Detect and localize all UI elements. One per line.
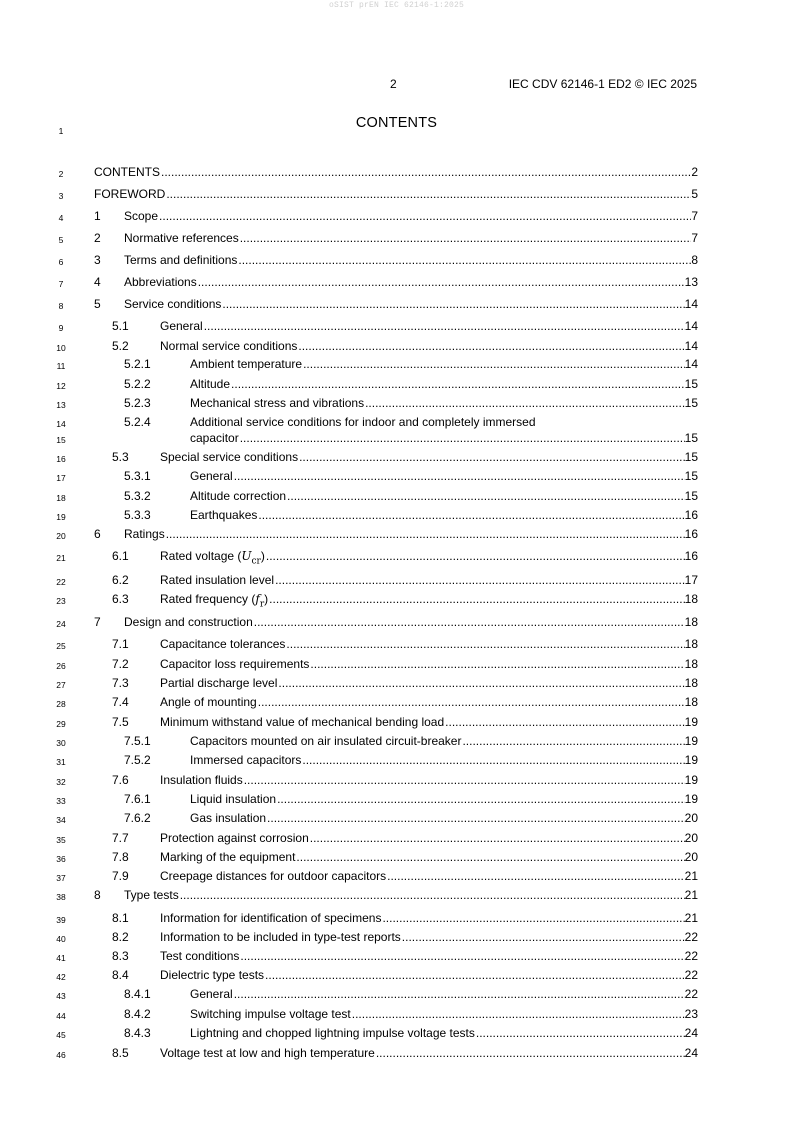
toc-number: 1 bbox=[94, 209, 101, 223]
toc-page-number: 18 bbox=[684, 615, 698, 629]
toc-page-number: 21 bbox=[684, 911, 698, 925]
toc-entry[interactable] bbox=[160, 450, 698, 464]
toc-title: Type tests bbox=[124, 888, 179, 902]
toc-page-number: 19 bbox=[684, 753, 698, 767]
toc-number: 7.4 bbox=[112, 695, 129, 709]
toc-title: Earthquakes bbox=[190, 508, 258, 522]
line-number: 15 bbox=[56, 435, 66, 445]
toc-title: Switching impulse voltage test bbox=[190, 1007, 351, 1021]
symbol: f bbox=[255, 592, 260, 606]
toc-number: 6 bbox=[94, 527, 101, 541]
toc-number: 7.6 bbox=[112, 773, 129, 787]
dot-leader bbox=[352, 1007, 685, 1021]
toc-page-number: 24 bbox=[684, 1026, 698, 1040]
toc-page-number: 19 bbox=[684, 734, 698, 748]
toc-title: Immersed capacitors bbox=[190, 753, 302, 767]
toc-page-number: 19 bbox=[684, 773, 698, 787]
toc-entry[interactable] bbox=[190, 753, 698, 767]
toc-number: 5.3.2 bbox=[124, 489, 151, 503]
line-number: 46 bbox=[56, 1050, 66, 1060]
toc-title: FOREWORD bbox=[94, 187, 166, 201]
dot-leader bbox=[402, 930, 685, 944]
dot-leader bbox=[275, 573, 685, 587]
contents-title: CONTENTS bbox=[355, 115, 438, 131]
toc-page-number: 18 bbox=[684, 657, 698, 671]
dot-leader bbox=[204, 319, 685, 333]
toc-page-number: 2 bbox=[691, 165, 698, 179]
toc-page-number: 15 bbox=[684, 431, 698, 445]
toc-title: Scope bbox=[124, 209, 159, 223]
toc-number: 7.2 bbox=[112, 657, 129, 671]
toc-title: Rated voltage $(U_{cr})$ bbox=[160, 549, 265, 567]
toc-entry[interactable] bbox=[160, 869, 698, 883]
dot-leader bbox=[387, 869, 685, 883]
toc-entry[interactable] bbox=[160, 549, 698, 566]
toc-number: 3 bbox=[94, 253, 101, 267]
toc-entry[interactable] bbox=[160, 773, 698, 787]
toc-number: 5.1 bbox=[112, 319, 129, 333]
line-number: 39 bbox=[56, 915, 66, 925]
toc-page-number: 17 bbox=[684, 573, 698, 587]
toc-number: 5.2 bbox=[112, 339, 129, 353]
toc-title: Minimum withstand value of mechanical bending load bbox=[160, 715, 445, 729]
toc-title: Marking of the equipment bbox=[160, 850, 296, 864]
toc-entry[interactable] bbox=[124, 209, 698, 223]
dot-leader bbox=[277, 792, 685, 806]
line-number: 35 bbox=[56, 835, 66, 845]
watermark: oSIST prEN IEC 62146-1:2025 bbox=[328, 1, 465, 10]
dot-leader bbox=[180, 888, 685, 902]
toc-number: 7.5.1 bbox=[124, 734, 151, 748]
symbol: U bbox=[241, 549, 252, 563]
line-number: 17 bbox=[56, 473, 66, 483]
line-number: 20 bbox=[56, 531, 66, 541]
toc-entry[interactable] bbox=[94, 187, 698, 201]
dot-leader bbox=[240, 949, 684, 963]
dot-leader bbox=[267, 811, 685, 825]
line-number: 14 bbox=[56, 419, 66, 429]
dot-leader bbox=[265, 968, 685, 982]
toc-entry[interactable] bbox=[124, 615, 698, 629]
line-number: 3 bbox=[58, 191, 64, 201]
toc-entry[interactable] bbox=[160, 911, 698, 925]
toc-page-number: 21 bbox=[684, 869, 698, 883]
toc-page-number: 18 bbox=[684, 637, 698, 651]
toc-title: Test conditions bbox=[160, 949, 240, 963]
toc-title: Information for identification of specimens bbox=[160, 911, 382, 925]
toc-entry[interactable] bbox=[160, 968, 698, 982]
dot-leader bbox=[234, 469, 685, 483]
toc-title: capacitor bbox=[190, 431, 239, 445]
toc-entry[interactable] bbox=[124, 888, 698, 902]
toc-page-number: 14 bbox=[684, 319, 698, 333]
document-reference: IEC CDV 62146-1 ED2 © IEC 2025 bbox=[508, 77, 697, 91]
toc-title: Mechanical stress and vibrations bbox=[190, 396, 365, 410]
toc-title: CONTENTS bbox=[94, 165, 160, 179]
line-number: 4 bbox=[58, 213, 64, 223]
toc-entry[interactable] bbox=[190, 377, 698, 391]
dot-leader bbox=[238, 253, 691, 267]
dot-leader bbox=[382, 911, 684, 925]
toc-entry[interactable] bbox=[190, 987, 698, 1001]
toc-page-number: 14 bbox=[684, 297, 698, 311]
line-number: 21 bbox=[56, 553, 66, 563]
toc-title: Abbreviations bbox=[124, 275, 197, 289]
toc-page-number: 14 bbox=[684, 357, 698, 371]
symbol-subscript: r bbox=[259, 599, 265, 610]
toc-number: 5.2.2 bbox=[124, 377, 151, 391]
toc-title: Capacitor loss requirements bbox=[160, 657, 310, 671]
toc-entry[interactable] bbox=[160, 949, 698, 963]
line-number: 41 bbox=[56, 953, 66, 963]
toc-page-number: 20 bbox=[684, 811, 698, 825]
dot-leader bbox=[240, 231, 692, 245]
toc-entry[interactable] bbox=[190, 792, 698, 806]
dot-leader bbox=[462, 734, 684, 748]
toc-page-number: 18 bbox=[684, 695, 698, 709]
line-number: 38 bbox=[56, 892, 66, 902]
line-number: 37 bbox=[56, 873, 66, 883]
line-number: 25 bbox=[56, 641, 66, 651]
toc-title: Special service conditions bbox=[160, 450, 299, 464]
toc-number: 5.3.1 bbox=[124, 469, 151, 483]
toc-entry[interactable] bbox=[160, 850, 698, 864]
toc-entry[interactable] bbox=[160, 339, 698, 353]
toc-page-number: 22 bbox=[684, 949, 698, 963]
toc-number: 7.7 bbox=[112, 831, 129, 845]
toc-title: General bbox=[190, 469, 233, 483]
toc-title: Angle of mounting bbox=[160, 695, 257, 709]
line-number: 2 bbox=[58, 169, 64, 179]
toc-title: Ambient temperature bbox=[190, 357, 303, 371]
toc-entry[interactable] bbox=[160, 657, 698, 671]
toc-number: 8.4 bbox=[112, 968, 129, 982]
line-number: 23 bbox=[56, 596, 66, 606]
toc-page-number: 20 bbox=[684, 850, 698, 864]
toc-page-number: 15 bbox=[684, 469, 698, 483]
toc-number: 8.4.1 bbox=[124, 987, 151, 1001]
toc-number: 8.3 bbox=[112, 949, 129, 963]
toc-title: Partial discharge level bbox=[160, 676, 278, 690]
line-number: 43 bbox=[56, 991, 66, 1001]
line-number: 34 bbox=[56, 815, 66, 825]
line-number: 5 bbox=[58, 235, 64, 245]
toc-entry[interactable] bbox=[190, 396, 698, 410]
line-number: 13 bbox=[56, 400, 66, 410]
toc-title: Insulation fluids bbox=[160, 773, 243, 787]
toc-entry[interactable] bbox=[160, 573, 698, 587]
toc-entry[interactable] bbox=[124, 297, 698, 311]
toc-title: General bbox=[160, 319, 203, 333]
toc-page-number: 14 bbox=[684, 339, 698, 353]
toc-number: 5.3.3 bbox=[124, 508, 151, 522]
toc-entry[interactable] bbox=[160, 637, 698, 651]
dot-leader bbox=[166, 187, 691, 201]
toc-number: 6.1 bbox=[112, 549, 129, 563]
toc-entry[interactable] bbox=[160, 1046, 698, 1060]
toc-title[interactable]: Additional service conditions for indoor and completely immersed bbox=[190, 415, 536, 429]
toc-entry[interactable] bbox=[190, 811, 698, 825]
symbol-subscript: cr bbox=[251, 556, 261, 567]
dot-leader bbox=[302, 753, 684, 767]
toc-number: 8.4.2 bbox=[124, 1007, 151, 1021]
dot-leader bbox=[234, 987, 685, 1001]
toc-entry[interactable] bbox=[160, 319, 698, 333]
toc-entry[interactable] bbox=[190, 431, 698, 445]
dot-leader bbox=[266, 549, 685, 563]
toc-number: 5.3 bbox=[112, 450, 129, 464]
toc-page-number: 18 bbox=[684, 676, 698, 690]
toc-page-number: 16 bbox=[684, 527, 698, 541]
toc-number: 4 bbox=[94, 275, 101, 289]
dot-leader bbox=[310, 657, 684, 671]
toc-number: 8.4.3 bbox=[124, 1026, 151, 1040]
toc-title: Gas insulation bbox=[190, 811, 267, 825]
line-number: 40 bbox=[56, 934, 66, 944]
line-number: 6 bbox=[58, 257, 64, 267]
line-number: 26 bbox=[56, 661, 66, 671]
toc-number: 8.5 bbox=[112, 1046, 129, 1060]
line-number: 8 bbox=[58, 301, 64, 311]
line-number: 28 bbox=[56, 699, 66, 709]
line-number: 12 bbox=[56, 381, 66, 391]
line-number: 36 bbox=[56, 854, 66, 864]
toc-page-number: 22 bbox=[684, 930, 698, 944]
toc-number: 7.6.1 bbox=[124, 792, 151, 806]
toc-page-number: 21 bbox=[684, 888, 698, 902]
toc-page-number: 8 bbox=[691, 253, 698, 267]
toc-number: 7.6.2 bbox=[124, 811, 151, 825]
dot-leader bbox=[159, 209, 691, 223]
toc-entry[interactable] bbox=[190, 357, 698, 371]
toc-entry[interactable] bbox=[124, 275, 698, 289]
toc-number: 8 bbox=[94, 888, 101, 902]
toc-page-number: 15 bbox=[684, 489, 698, 503]
toc-entry[interactable] bbox=[190, 489, 698, 503]
toc-entry[interactable] bbox=[190, 734, 698, 748]
dot-leader bbox=[376, 1046, 685, 1060]
dot-leader bbox=[299, 450, 685, 464]
toc-page-number: 15 bbox=[684, 396, 698, 410]
toc-page-number: 20 bbox=[684, 831, 698, 845]
line-number: 10 bbox=[56, 343, 66, 353]
toc-entry[interactable] bbox=[124, 527, 698, 541]
toc-page-number: 16 bbox=[684, 508, 698, 522]
toc-page-number: 7 bbox=[691, 209, 698, 223]
line-number: 44 bbox=[56, 1011, 66, 1021]
dot-leader bbox=[286, 637, 684, 651]
line-number: 11 bbox=[56, 361, 66, 371]
toc-number: 5 bbox=[94, 297, 101, 311]
dot-leader bbox=[476, 1026, 685, 1040]
toc-number: 6.3 bbox=[112, 592, 129, 606]
line-number: 30 bbox=[56, 738, 66, 748]
dot-leader bbox=[278, 676, 684, 690]
line-number: 22 bbox=[56, 577, 66, 587]
toc-entry[interactable] bbox=[160, 715, 698, 729]
toc-entry[interactable] bbox=[160, 831, 698, 845]
toc-title: General bbox=[190, 987, 233, 1001]
toc-page-number: 22 bbox=[684, 987, 698, 1001]
toc-number: 7.9 bbox=[112, 869, 129, 883]
toc-title: Design and construction bbox=[124, 615, 253, 629]
line-number: 31 bbox=[56, 757, 66, 767]
toc-entry[interactable] bbox=[190, 469, 698, 483]
dot-leader bbox=[258, 695, 685, 709]
toc-title: Liquid insulation bbox=[190, 792, 277, 806]
line-number: 9 bbox=[58, 323, 64, 333]
line-number: 16 bbox=[56, 454, 66, 464]
toc-number: 8.1 bbox=[112, 911, 129, 925]
toc-title: Rated frequency $(f_r)$ bbox=[160, 592, 269, 610]
dot-leader bbox=[258, 508, 684, 522]
toc-number: 7.5.2 bbox=[124, 753, 151, 767]
toc-title: Lightning and chopped lightning impulse voltage tests bbox=[190, 1026, 475, 1040]
toc-number: 7 bbox=[94, 615, 101, 629]
toc-entry[interactable] bbox=[124, 231, 698, 245]
toc-number: 2 bbox=[94, 231, 101, 245]
dot-leader bbox=[365, 396, 685, 410]
toc-title: Dielectric type tests bbox=[160, 968, 265, 982]
dot-leader bbox=[244, 773, 685, 787]
toc-number: 5.2.4 bbox=[124, 415, 151, 429]
toc-entry[interactable] bbox=[160, 592, 698, 609]
toc-number: 8.2 bbox=[112, 930, 129, 944]
toc-title: Normative references bbox=[124, 231, 239, 245]
dot-leader bbox=[240, 431, 685, 445]
dot-leader bbox=[296, 850, 684, 864]
dot-leader bbox=[298, 339, 684, 353]
toc-number: 7.3 bbox=[112, 676, 129, 690]
dot-leader bbox=[198, 275, 685, 289]
toc-title: Creepage distances for outdoor capacitors bbox=[160, 869, 387, 883]
line-number: 32 bbox=[56, 777, 66, 787]
toc-title: Normal service conditions bbox=[160, 339, 298, 353]
toc-title: Terms and definitions bbox=[124, 253, 238, 267]
line-number: 1 bbox=[58, 126, 64, 136]
toc-title: Altitude correction bbox=[190, 489, 287, 503]
toc-number: 6.2 bbox=[112, 573, 129, 587]
toc-number: 5.2.1 bbox=[124, 357, 151, 371]
toc-title: Capacitors mounted on air insulated circuit-breaker bbox=[190, 734, 462, 748]
toc-page-number: 7 bbox=[691, 231, 698, 245]
toc-entry[interactable] bbox=[124, 253, 698, 267]
line-number: 27 bbox=[56, 680, 66, 690]
line-number: 45 bbox=[56, 1030, 66, 1040]
dot-leader bbox=[231, 377, 685, 391]
line-number: 18 bbox=[56, 493, 66, 503]
toc-title: Voltage test at low and high temperature bbox=[160, 1046, 375, 1060]
dot-leader bbox=[166, 527, 685, 541]
toc-title: Information to be included in type-test reports bbox=[160, 930, 401, 944]
toc-page-number: 19 bbox=[684, 715, 698, 729]
toc-entry[interactable] bbox=[160, 930, 698, 944]
line-number: 29 bbox=[56, 719, 66, 729]
toc-title: Protection against corrosion bbox=[160, 831, 309, 845]
dot-leader bbox=[254, 615, 685, 629]
toc-entry[interactable] bbox=[94, 165, 698, 179]
toc-page-number: 15 bbox=[684, 450, 698, 464]
toc-page-number: 16 bbox=[684, 549, 698, 563]
toc-page-number: 22 bbox=[684, 968, 698, 982]
toc-number: 5.2.3 bbox=[124, 396, 151, 410]
line-number: 7 bbox=[58, 279, 64, 289]
toc-entry[interactable] bbox=[190, 1026, 698, 1040]
dot-leader bbox=[287, 489, 685, 503]
toc-entry[interactable] bbox=[190, 508, 698, 522]
toc-page-number: 18 bbox=[684, 592, 698, 606]
dot-leader bbox=[161, 165, 691, 179]
toc-entry[interactable] bbox=[160, 695, 698, 709]
page-number: 2 bbox=[390, 77, 397, 91]
line-number: 42 bbox=[56, 972, 66, 982]
toc-page-number: 24 bbox=[684, 1046, 698, 1060]
toc-title: Service conditions bbox=[124, 297, 222, 311]
dot-leader bbox=[222, 297, 684, 311]
dot-leader bbox=[269, 592, 684, 606]
toc-page-number: 5 bbox=[691, 187, 698, 201]
toc-entry[interactable] bbox=[160, 676, 698, 690]
toc-title: Rated insulation level bbox=[160, 573, 275, 587]
line-number: 19 bbox=[56, 512, 66, 522]
dot-leader bbox=[310, 831, 685, 845]
dot-leader bbox=[445, 715, 684, 729]
toc-number: 7.8 bbox=[112, 850, 129, 864]
toc-page-number: 15 bbox=[684, 377, 698, 391]
toc-page-number: 19 bbox=[684, 792, 698, 806]
toc-title: Altitude bbox=[190, 377, 231, 391]
toc-title: Capacitance tolerances bbox=[160, 637, 286, 651]
toc-number: 7.5 bbox=[112, 715, 129, 729]
toc-page-number: 13 bbox=[684, 275, 698, 289]
toc-page-number: 23 bbox=[684, 1007, 698, 1021]
toc-entry[interactable] bbox=[190, 1007, 698, 1021]
line-number: 24 bbox=[56, 619, 66, 629]
dot-leader bbox=[303, 357, 685, 371]
line-number: 33 bbox=[56, 796, 66, 806]
toc-title: Ratings bbox=[124, 527, 165, 541]
toc-number: 7.1 bbox=[112, 637, 129, 651]
